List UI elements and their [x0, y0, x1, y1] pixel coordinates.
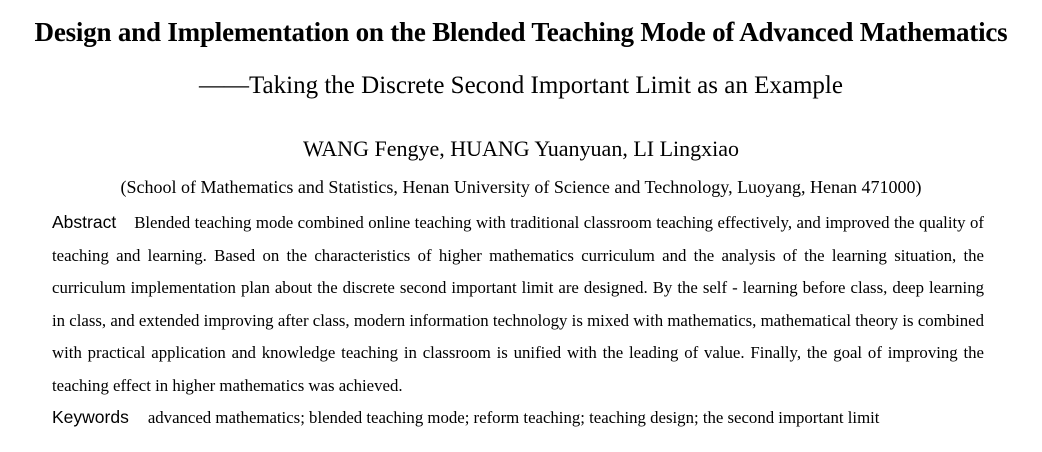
author-affiliation: (School of Mathematics and Statistics, Henan University of Science and Technology, Luoyang, Henan 471000)	[120, 177, 922, 197]
paper-title: Design and Implementation on the Blended Teaching Mode of Advanced Mathematics	[34, 17, 1008, 47]
author-list: WANG Fengye, HUANG Yuanyuan, LI Lingxiao	[302, 136, 740, 161]
keywords-section	[52, 402, 1012, 433]
abstract-text: Blended teaching mode combined online teaching with traditional classroom teaching effectively, and improved the quality of teaching and learning. Based on the characteristics of higher mathematics curriculum and the analysis of the learning situation, the curriculum implementation plan about the discrete second important limit are designed. By the self - learning before class, deep learning in class, and extended improving after class, modern information technology is mixed with mathematics, mathematical theory is combined with practical application and knowledge teaching in classroom is unified with the leading of value. Finally, the goal of improving the teaching effect in higher mathematics was achieved.	[52, 213, 984, 395]
keywords-text: advanced mathematics; blended teaching mode; reform teaching; teaching design; the second important limit	[147, 408, 880, 427]
paper-subtitle: ——Taking the Discrete Second Important Limit as an Example	[199, 72, 843, 99]
abstract-label: Abstract	[52, 212, 117, 232]
keywords-label: Keywords	[52, 407, 129, 427]
abstract-section	[52, 206, 984, 402]
